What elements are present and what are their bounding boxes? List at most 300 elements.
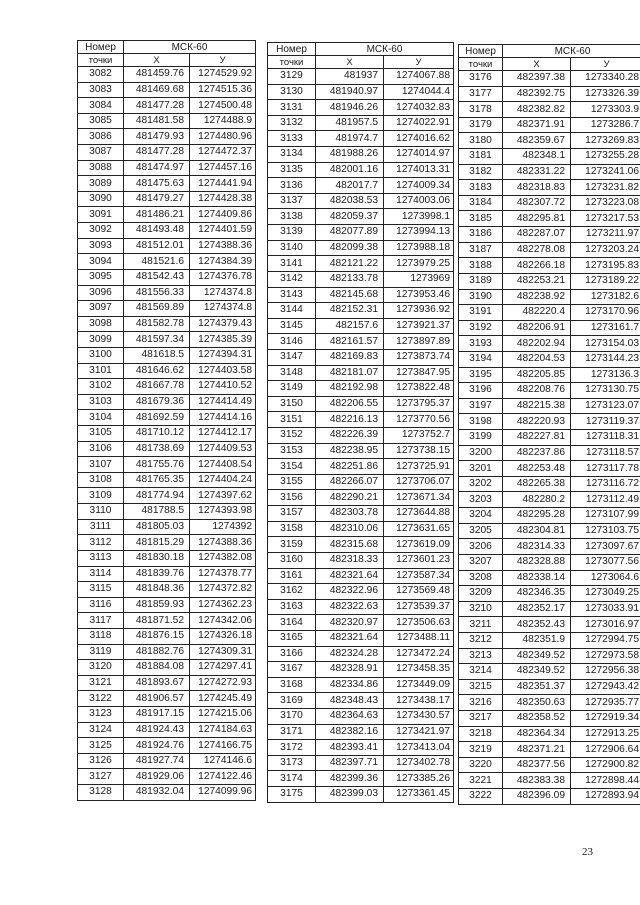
y-coordinate: 1273506.63 [384,615,454,631]
table-row [459,539,640,555]
point-number: 3171 [268,724,316,740]
y-coordinate: 1273223.08 [571,195,640,211]
point-number: 3170 [268,708,316,724]
x-coordinate: 481765.35 [124,472,190,488]
x-coordinate: 481774.94 [124,488,190,504]
y-coordinate: 1273671.34 [384,490,454,506]
x-coordinate: 482371.21 [503,742,571,758]
table-row [78,347,256,363]
point-number: 3112 [78,535,124,551]
table-row [459,679,640,695]
x-coordinate: 482278.08 [503,242,571,258]
point-number: 3165 [268,630,316,646]
point-number: 3202 [459,476,503,492]
table-row [78,785,256,801]
point-number: 3123 [78,706,124,722]
x-coordinate: 482393.41 [316,740,384,756]
y-column-header: У [571,58,640,71]
point-number: 3189 [459,273,503,289]
x-coordinate: 482322.63 [316,599,384,615]
y-coordinate: 1273795.37 [384,396,454,412]
point-number: 3114 [78,566,124,582]
table-row [459,398,640,414]
x-coordinate: 482192.98 [316,381,384,397]
y-coordinate: 1273144.23 [571,351,640,367]
point-number: 3124 [78,722,124,738]
point-number: 3216 [459,695,503,711]
x-coordinate: 481667.78 [124,379,190,395]
y-coordinate: 1274372.82 [190,582,256,598]
x-coordinate: 481493.48 [124,223,190,239]
x-coordinate: 482314.33 [503,539,571,555]
point-number: 3106 [78,441,124,457]
table-row [78,753,256,769]
x-coordinate: 481839.76 [124,566,190,582]
page-number: 23 [582,846,593,858]
table-row [459,476,640,492]
x-column-header: X [316,56,384,69]
table-row [459,149,640,165]
x-coordinate: 481932.04 [124,785,190,801]
point-number: 3120 [78,660,124,676]
y-coordinate: 1273994.13 [384,225,454,241]
point-number: 3121 [78,675,124,691]
point-number: 3158 [268,521,316,537]
x-coordinate: 481486.21 [124,207,190,223]
point-number: 3127 [78,769,124,785]
point-number: 3211 [459,617,503,633]
point-number: 3159 [268,537,316,553]
x-coordinate: 482318.33 [316,552,384,568]
y-coordinate: 1273170.96 [571,305,640,321]
table-row [78,488,256,504]
point-number: 3110 [78,504,124,520]
point-number: 3222 [459,789,503,805]
point-number: 3094 [78,254,124,270]
point-number: 3206 [459,539,503,555]
x-coordinate: 481957.5 [316,115,384,131]
point-number: 3196 [459,383,503,399]
table-row [268,771,454,787]
coordinates-table-1 [77,40,256,801]
x-coordinate: 482321.64 [316,630,384,646]
x-coordinate: 482206.91 [503,320,571,336]
table-row [268,131,454,147]
x-coordinate: 481946.26 [316,100,384,116]
point-number: 3176 [459,71,503,87]
point-number: 3122 [78,691,124,707]
x-coordinate: 481906.57 [124,691,190,707]
x-coordinate: 482351.9 [503,632,571,648]
table-row [78,519,256,535]
x-coordinate: 482328.88 [503,554,571,570]
point-number: 3205 [459,523,503,539]
x-coordinate: 482315.68 [316,537,384,553]
table-row [459,273,640,289]
point-number: 3139 [268,225,316,241]
table-row [459,632,640,648]
y-coordinate: 1273921.37 [384,318,454,334]
y-coordinate: 1273619.09 [384,537,454,553]
table-row [459,180,640,196]
y-coordinate: 1272973.58 [571,648,640,664]
table-row [268,349,454,365]
table-row [78,457,256,473]
x-coordinate: 482310.06 [316,521,384,537]
point-number: 3137 [268,193,316,209]
y-coordinate: 1273231.82 [571,180,640,196]
point-number: 3181 [459,149,503,165]
point-number: 3156 [268,490,316,506]
x-coordinate: 482377.56 [503,757,571,773]
x-column-header: X [503,58,571,71]
table-row [268,787,454,803]
x-coordinate: 482220.93 [503,414,571,430]
y-coordinate: 1274309.31 [190,644,256,660]
point-number: 3161 [268,568,316,584]
table-row [268,256,454,272]
x-coordinate: 481805.03 [124,519,190,535]
point-number: 3213 [459,648,503,664]
x-coordinate: 482383.38 [503,773,571,789]
point-number-header: Номер [459,45,503,58]
table-row [78,597,256,613]
y-coordinate: 1274529.92 [190,67,256,83]
x-coordinate: 481871.52 [124,613,190,629]
y-coordinate: 1273449.09 [384,677,454,693]
y-coordinate: 1273340.28 [571,71,640,87]
point-number: 3101 [78,363,124,379]
y-coordinate: 1273119.37 [571,414,640,430]
point-number: 3201 [459,461,503,477]
table-row [268,100,454,116]
y-coordinate: 1274013.31 [384,162,454,178]
x-coordinate: 482253.21 [503,273,571,289]
x-coordinate: 481893.67 [124,675,190,691]
x-coordinate: 482266.07 [316,474,384,490]
x-coordinate: 482382.16 [316,724,384,740]
y-coordinate: 1274414.16 [190,410,256,426]
x-coordinate: 482295.28 [503,508,571,524]
x-coordinate: 482017.7 [316,178,384,194]
x-coordinate: 482338.14 [503,570,571,586]
x-coordinate: 482215.38 [503,398,571,414]
table-1-body [78,41,256,801]
x-coordinate: 482251.86 [316,459,384,475]
point-number: 3177 [459,86,503,102]
x-coordinate: 482304.81 [503,523,571,539]
y-coordinate: 1273326.39 [571,86,640,102]
table-row [268,646,454,662]
point-number: 3126 [78,753,124,769]
table-row [268,225,454,241]
point-number: 3168 [268,677,316,693]
x-coordinate: 481618.5 [124,347,190,363]
table-row [78,207,256,223]
x-coordinate: 482399.03 [316,787,384,803]
y-coordinate: 1274184.63 [190,722,256,738]
table-row [459,648,640,664]
table-row [268,443,454,459]
table-row [78,98,256,114]
x-coordinate: 482320.97 [316,615,384,631]
point-number: 3179 [459,117,503,133]
y-coordinate: 1274014.97 [384,147,454,163]
x-coordinate: 482397.38 [503,71,571,87]
x-coordinate: 482152.31 [316,303,384,319]
point-number: 3143 [268,287,316,303]
point-number: 3154 [268,459,316,475]
y-coordinate: 1272900.82 [571,757,640,773]
point-number: 3087 [78,145,124,161]
x-coordinate: 481788.5 [124,504,190,520]
point-number: 3166 [268,646,316,662]
table-row [459,445,640,461]
y-coordinate: 1273136.3 [571,367,640,383]
point-number: 3142 [268,271,316,287]
x-coordinate: 481848.36 [124,582,190,598]
table-row [268,147,454,163]
y-coordinate: 1272943.42 [571,679,640,695]
point-number: 3199 [459,430,503,446]
y-coordinate: 1274397.62 [190,488,256,504]
point-number: 3192 [459,320,503,336]
y-coordinate: 1273873.74 [384,349,454,365]
x-coordinate: 482220.4 [503,305,571,321]
table-row [268,599,454,615]
x-coordinate: 481917.15 [124,706,190,722]
y-coordinate: 1274166.75 [190,738,256,754]
x-coordinate: 482169.83 [316,349,384,365]
x-coordinate: 481859.93 [124,597,190,613]
y-coordinate: 1273118.31 [571,430,640,446]
point-number: 3090 [78,191,124,207]
point-number: 3086 [78,129,124,145]
y-coordinate: 1274412.17 [190,426,256,442]
point-number: 3193 [459,336,503,352]
point-number: 3100 [78,347,124,363]
y-coordinate: 1273587.34 [384,568,454,584]
x-coordinate: 482359.67 [503,133,571,149]
point-number: 3118 [78,628,124,644]
header-row [78,41,256,54]
coordinates-table-3 [458,44,640,805]
x-coordinate: 482205.85 [503,367,571,383]
table-row [459,617,640,633]
point-number: 3103 [78,394,124,410]
x-coordinate: 481884.08 [124,660,190,676]
x-coordinate: 481542.43 [124,269,190,285]
y-coordinate: 1274500.48 [190,98,256,114]
y-coordinate: 1273255.28 [571,149,640,165]
table-row [78,160,256,176]
point-number: 3175 [268,787,316,803]
y-coordinate: 1273123.07 [571,398,640,414]
x-coordinate: 482204.53 [503,351,571,367]
point-number: 3163 [268,599,316,615]
x-coordinate: 481830.18 [124,550,190,566]
x-coordinate: 482145.68 [316,287,384,303]
y-coordinate: 1273488.11 [384,630,454,646]
table-row [459,414,640,430]
x-coordinate: 481924.43 [124,722,190,738]
y-coordinate: 1274374.8 [190,301,256,317]
table-row [268,693,454,709]
y-coordinate: 1274297.41 [190,660,256,676]
x-coordinate: 482346.35 [503,586,571,602]
point-number: 3104 [78,410,124,426]
table-row [78,706,256,722]
point-number: 3144 [268,303,316,319]
x-column-header: X [124,54,190,67]
y-coordinate: 1274384.39 [190,254,256,270]
table-row [459,601,640,617]
x-coordinate: 482349.52 [503,648,571,664]
y-coordinate: 1273189.22 [571,273,640,289]
y-coordinate: 1274022.91 [384,115,454,131]
table-row [459,554,640,570]
x-coordinate: 482352.17 [503,601,571,617]
table-row [268,381,454,397]
point-number: 3218 [459,726,503,742]
y-coordinate: 1274342.06 [190,613,256,629]
point-number: 3107 [78,457,124,473]
y-coordinate: 1274272.93 [190,675,256,691]
point-number: 3210 [459,601,503,617]
table-row [78,238,256,254]
table-row [78,129,256,145]
y-coordinate: 1273738.15 [384,443,454,459]
y-coordinate: 1274215.06 [190,706,256,722]
y-coordinate: 1273969 [384,271,454,287]
x-coordinate: 481459.76 [124,67,190,83]
point-number: 3164 [268,615,316,631]
y-coordinate: 1272913.25 [571,726,640,742]
x-coordinate: 482350.63 [503,695,571,711]
table-row [268,115,454,131]
x-coordinate: 481988.26 [316,147,384,163]
x-coordinate: 482238.95 [316,443,384,459]
coordinate-system-header: МСК-60 [124,41,256,54]
y-coordinate: 1274393.98 [190,504,256,520]
table-row [78,363,256,379]
table-row [78,285,256,301]
point-number: 3186 [459,227,503,243]
x-coordinate: 482216.13 [316,412,384,428]
y-coordinate: 1274457.16 [190,160,256,176]
point-number: 3194 [459,351,503,367]
y-coordinate: 1274403.58 [190,363,256,379]
point-number: 3207 [459,554,503,570]
coordinates-table-2 [267,42,454,803]
x-coordinate: 482352.43 [503,617,571,633]
x-coordinate: 482238.92 [503,289,571,305]
table-row [78,301,256,317]
table-row [268,84,454,100]
x-coordinate: 482322.96 [316,584,384,600]
point-number: 3182 [459,164,503,180]
y-coordinate: 1273752.7 [384,428,454,444]
table-row [268,740,454,756]
y-coordinate: 1273988.18 [384,240,454,256]
table-row [78,738,256,754]
table-row [78,223,256,239]
y-coordinate: 1274382.08 [190,550,256,566]
y-coordinate: 1274394.31 [190,347,256,363]
y-coordinate: 1273117.78 [571,461,640,477]
point-number: 3162 [268,584,316,600]
table-row [459,320,640,336]
y-coordinate: 1273241.06 [571,164,640,180]
point-number: 3093 [78,238,124,254]
x-coordinate: 482001.16 [316,162,384,178]
y-coordinate: 1273211.97 [571,227,640,243]
x-coordinate: 482334.86 [316,677,384,693]
y-coordinate: 1272893.94 [571,789,640,805]
point-number: 3217 [459,710,503,726]
y-coordinate: 1273112.49 [571,492,640,508]
y-coordinate: 1274326.18 [190,628,256,644]
table-row [459,258,640,274]
y-coordinate: 1274374.8 [190,285,256,301]
x-coordinate: 482226.39 [316,428,384,444]
x-coordinate: 482351.37 [503,679,571,695]
table-row [78,441,256,457]
y-coordinate: 1273118.57 [571,445,640,461]
x-coordinate: 482157.6 [316,318,384,334]
y-coordinate: 1273438.17 [384,693,454,709]
x-coordinate: 482399.36 [316,771,384,787]
y-coordinate: 1273569.48 [384,584,454,600]
x-coordinate: 481477.28 [124,145,190,161]
x-coordinate: 482202.94 [503,336,571,352]
table-row [459,86,640,102]
x-coordinate: 482206.55 [316,396,384,412]
y-coordinate: 1273130.75 [571,383,640,399]
coordinate-system-header: МСК-60 [316,43,454,56]
point-number: 3187 [459,242,503,258]
table-row [78,145,256,161]
x-coordinate: 481710.12 [124,426,190,442]
y-coordinate: 1273217.53 [571,211,640,227]
table-row [459,695,640,711]
point-number: 3117 [78,613,124,629]
table-row [459,570,640,586]
point-number: 3083 [78,82,124,98]
y-coordinate: 1274410.52 [190,379,256,395]
table-row [268,209,454,225]
point-number: 3172 [268,740,316,756]
table-row [78,67,256,83]
table-row [268,240,454,256]
x-coordinate: 482181.07 [316,365,384,381]
point-number: 3185 [459,211,503,227]
x-coordinate: 482358.52 [503,710,571,726]
y-coordinate: 1274362.23 [190,597,256,613]
y-coordinate: 1273770.56 [384,412,454,428]
table-row [78,628,256,644]
point-number: 3146 [268,334,316,350]
point-number: 3190 [459,289,503,305]
table-row [459,523,640,539]
y-coordinate: 1274488.9 [190,113,256,129]
table-row [78,113,256,129]
y-coordinate: 1273361.45 [384,787,454,803]
table-row [268,428,454,444]
header-row [459,45,640,58]
y-coordinate: 1273847.95 [384,365,454,381]
y-column-header: У [384,56,454,69]
